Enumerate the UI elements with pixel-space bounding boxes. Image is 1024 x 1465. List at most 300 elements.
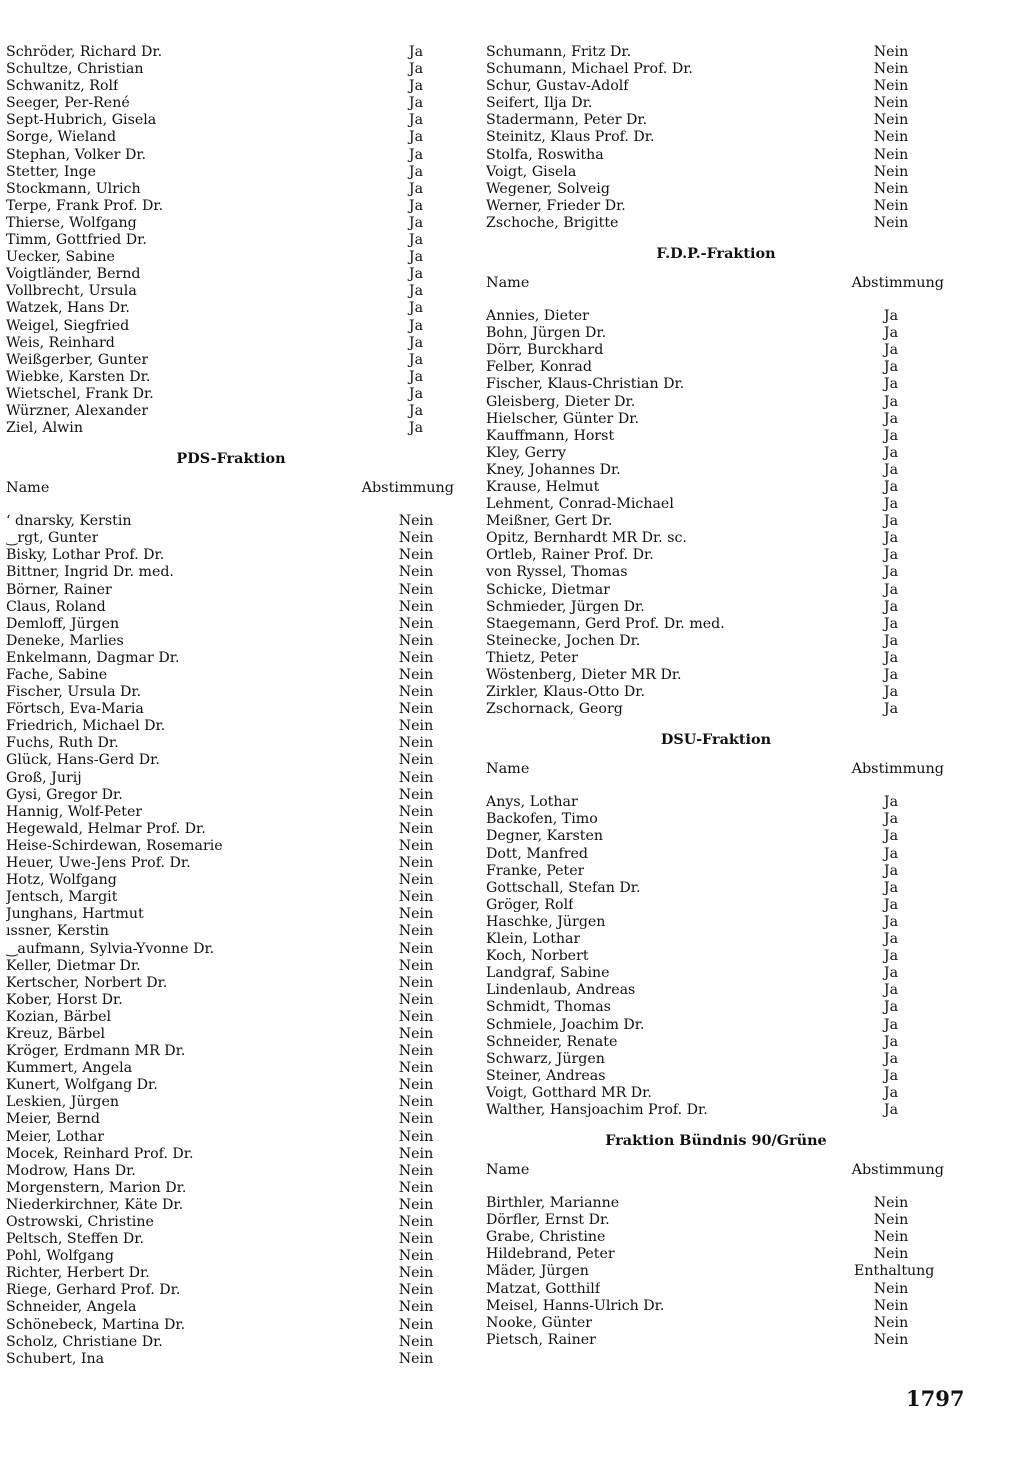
member-vote: Nein bbox=[398, 803, 434, 820]
vote-row bbox=[486, 325, 946, 342]
vote-row bbox=[486, 633, 946, 650]
member-name: Hildebrand, Peter bbox=[486, 1246, 615, 1263]
vote-row bbox=[6, 1163, 456, 1180]
member-name: Hannig, Wolf-Peter bbox=[6, 803, 143, 820]
member-name: Schicke, Dietmar bbox=[486, 581, 611, 598]
member-vote: Ja bbox=[408, 283, 424, 300]
member-name: Börner, Rainer bbox=[6, 581, 112, 598]
vote-row bbox=[486, 794, 946, 811]
member-name: Morgenstern, Marion Dr. bbox=[6, 1179, 187, 1196]
member-vote: Nein bbox=[398, 1111, 434, 1128]
vote-row bbox=[486, 701, 946, 718]
vote-row bbox=[6, 616, 456, 633]
fdp-column-header bbox=[486, 274, 946, 308]
member-vote: Ja bbox=[883, 931, 899, 948]
member-vote: Ja bbox=[408, 197, 424, 214]
vote-row bbox=[486, 650, 946, 667]
vote-row bbox=[6, 232, 456, 249]
member-name: Pietsch, Rainer bbox=[486, 1331, 596, 1348]
member-name: Werner, Frieder Dr. bbox=[486, 197, 626, 214]
member-vote: Nein bbox=[398, 837, 434, 854]
member-vote: Ja bbox=[883, 376, 899, 393]
vote-row bbox=[486, 1017, 946, 1034]
member-vote: Ja bbox=[883, 965, 899, 982]
member-vote: Ja bbox=[883, 547, 899, 564]
vote-row bbox=[6, 992, 456, 1009]
vote-row bbox=[486, 582, 946, 599]
member-name: Matzat, Gotthilf bbox=[486, 1280, 601, 1297]
member-vote: Ja bbox=[408, 368, 424, 385]
vote-row bbox=[486, 530, 946, 547]
member-vote: Ja bbox=[883, 496, 899, 513]
vote-row bbox=[6, 650, 456, 667]
name-column-header: Name bbox=[486, 275, 530, 292]
member-name: ‘ dnarsky, Kerstin bbox=[6, 513, 132, 530]
vote-row bbox=[6, 923, 456, 940]
vote-row bbox=[6, 1094, 456, 1111]
member-vote: Nein bbox=[873, 129, 909, 146]
member-vote: Ja bbox=[883, 1033, 899, 1050]
member-vote: Ja bbox=[883, 1101, 899, 1118]
vote-row bbox=[6, 684, 456, 701]
member-name: Opitz, Bernhardt MR Dr. sc. bbox=[486, 530, 687, 547]
member-vote: Ja bbox=[883, 1050, 899, 1067]
member-vote: Ja bbox=[883, 461, 899, 478]
member-name: Stephan, Volker Dr. bbox=[6, 146, 147, 163]
vote-row bbox=[6, 1129, 456, 1146]
vote-row bbox=[486, 1195, 946, 1212]
member-name: Hegewald, Helmar Prof. Dr. bbox=[6, 820, 206, 837]
member-name: Scholz, Christiane Dr. bbox=[6, 1333, 163, 1350]
member-vote: Ja bbox=[408, 232, 424, 249]
member-name: Birthler, Marianne bbox=[486, 1195, 620, 1212]
vote-row bbox=[6, 129, 456, 146]
member-vote: Nein bbox=[398, 1179, 434, 1196]
vote-row bbox=[486, 547, 946, 564]
vote-row bbox=[6, 718, 456, 735]
member-name: Timm, Gottfried Dr. bbox=[6, 232, 147, 249]
vote-row bbox=[6, 1026, 456, 1043]
member-vote: Nein bbox=[398, 1231, 434, 1248]
member-name: Wöstenberg, Dieter MR Dr. bbox=[486, 667, 682, 683]
vote-row bbox=[486, 147, 946, 164]
vote-row bbox=[486, 95, 946, 112]
vote-row bbox=[486, 846, 946, 863]
member-name: Terpe, Frank Prof. Dr. bbox=[6, 197, 164, 214]
member-vote: Nein bbox=[398, 1282, 434, 1299]
member-vote: Nein bbox=[873, 95, 909, 112]
member-name: Lindenlaub, Andreas bbox=[486, 982, 636, 999]
vote-row bbox=[486, 164, 946, 181]
member-name: Bittner, Ingrid Dr. med. bbox=[6, 564, 174, 581]
member-vote: Nein bbox=[398, 974, 434, 991]
fdp-heading: F.D.P.-Fraktion bbox=[656, 245, 776, 263]
vote-column-header: Abstimmung bbox=[851, 761, 944, 778]
member-name: Steiner, Andreas bbox=[486, 1067, 606, 1084]
member-name: Sept-Hubrich, Gisela bbox=[6, 112, 157, 129]
vote-row bbox=[486, 181, 946, 198]
member-name: Felber, Konrad bbox=[486, 359, 592, 376]
vote-row bbox=[486, 61, 946, 78]
member-name: Hotz, Wolfgang bbox=[6, 872, 117, 889]
dsu-heading: DSU-Fraktion bbox=[660, 731, 772, 749]
vote-row bbox=[486, 1068, 946, 1085]
member-vote: Nein bbox=[398, 1162, 434, 1179]
member-vote: Nein bbox=[398, 872, 434, 889]
member-name: Grabe, Christine bbox=[486, 1229, 606, 1246]
member-vote: Nein bbox=[873, 44, 909, 60]
member-vote: Nein bbox=[398, 1214, 434, 1230]
vote-row bbox=[486, 342, 946, 359]
member-name: Pohl, Wolfgang bbox=[6, 1248, 114, 1265]
member-vote: Nein bbox=[398, 1043, 434, 1060]
vote-row bbox=[6, 701, 456, 718]
member-vote: Nein bbox=[398, 547, 434, 564]
member-vote: Ja bbox=[883, 684, 899, 701]
member-name: Demloff, Jürgen bbox=[6, 615, 120, 632]
member-name: Modrow, Hans Dr. bbox=[6, 1162, 136, 1179]
member-vote: Ja bbox=[883, 879, 899, 896]
member-vote: Nein bbox=[398, 957, 434, 974]
member-vote: Nein bbox=[873, 1280, 909, 1297]
member-vote: Ja bbox=[408, 385, 424, 402]
member-vote: Ja bbox=[883, 581, 899, 598]
member-name: Steinitz, Klaus Prof. Dr. bbox=[486, 129, 655, 146]
member-name: Voigt, Gisela bbox=[486, 163, 577, 180]
member-name: Heise-Schirdewan, Rosemarie bbox=[6, 837, 223, 854]
member-vote: Ja bbox=[883, 649, 899, 666]
vote-row bbox=[486, 376, 946, 393]
member-vote: Nein bbox=[398, 718, 434, 735]
member-name: Gröger, Rolf bbox=[486, 896, 574, 913]
member-name: Schröder, Richard Dr. bbox=[6, 44, 163, 60]
member-vote: Ja bbox=[408, 334, 424, 351]
member-vote: Nein bbox=[398, 513, 434, 530]
left-column bbox=[6, 44, 456, 1368]
member-vote: Ja bbox=[408, 300, 424, 317]
member-name: Voigt, Gotthard MR Dr. bbox=[486, 1084, 652, 1101]
member-name: Degner, Karsten bbox=[486, 828, 603, 845]
vote-row bbox=[486, 479, 946, 496]
member-name: Voigtländer, Bernd bbox=[6, 266, 141, 283]
vote-row bbox=[486, 931, 946, 948]
member-vote: Nein bbox=[398, 564, 434, 581]
vote-row bbox=[6, 318, 456, 335]
member-name: Mocek, Reinhard Prof. Dr. bbox=[6, 1145, 194, 1162]
member-name: Schmiele, Joachim Dr. bbox=[486, 1016, 645, 1033]
member-vote: Nein bbox=[398, 923, 434, 940]
member-name: Stetter, Inge bbox=[6, 163, 97, 180]
name-column-header: Name bbox=[486, 761, 530, 778]
vote-row bbox=[6, 335, 456, 352]
member-vote: Nein bbox=[398, 1196, 434, 1213]
member-vote: Ja bbox=[408, 95, 424, 112]
member-vote: Ja bbox=[408, 180, 424, 197]
vote-row bbox=[486, 1085, 946, 1102]
vote-row bbox=[6, 1334, 456, 1351]
member-vote: Ja bbox=[408, 420, 424, 437]
member-vote: Nein bbox=[398, 1128, 434, 1145]
vote-row bbox=[6, 941, 456, 958]
member-name: Niederkirchner, Käte Dr. bbox=[6, 1196, 184, 1213]
member-vote: Ja bbox=[883, 342, 899, 359]
vote-row bbox=[6, 1231, 456, 1248]
member-vote: Nein bbox=[398, 855, 434, 872]
member-name: Wiebke, Karsten Dr. bbox=[6, 368, 151, 385]
vote-row bbox=[6, 599, 456, 616]
vote-row bbox=[6, 855, 456, 872]
vote-row bbox=[486, 1332, 946, 1349]
member-vote: Nein bbox=[398, 769, 434, 786]
vote-row bbox=[486, 78, 946, 95]
vote-row bbox=[486, 359, 946, 376]
member-vote: Ja bbox=[883, 667, 899, 683]
member-vote: Enthaltung bbox=[854, 1263, 935, 1280]
vote-row bbox=[6, 547, 456, 564]
member-name: Heuer, Uwe-Jens Prof. Dr. bbox=[6, 855, 191, 872]
member-name: Friedrich, Michael Dr. bbox=[6, 718, 166, 735]
member-vote: Nein bbox=[873, 163, 909, 180]
member-name: Kney, Johannes Dr. bbox=[486, 461, 621, 478]
vote-row bbox=[486, 394, 946, 411]
member-vote: Nein bbox=[398, 1077, 434, 1094]
member-name: Seeger, Per-René bbox=[6, 95, 130, 112]
member-name: Lehment, Conrad-Michael bbox=[486, 496, 674, 513]
member-name: Meisel, Hanns-Ulrich Dr. bbox=[486, 1297, 665, 1314]
member-name: Thierse, Wolfgang bbox=[6, 214, 137, 231]
member-name: Schumann, Fritz Dr. bbox=[486, 44, 632, 60]
member-name: Wietschel, Frank Dr. bbox=[6, 385, 154, 402]
member-name: Mäder, Jürgen bbox=[486, 1263, 589, 1280]
vote-row bbox=[486, 1051, 946, 1068]
member-name: Schneider, Angela bbox=[6, 1299, 137, 1316]
member-vote: Ja bbox=[408, 61, 424, 78]
vote-row bbox=[486, 948, 946, 965]
member-name: Meier, Lothar bbox=[6, 1128, 105, 1145]
member-vote: Ja bbox=[408, 129, 424, 146]
member-vote: Nein bbox=[398, 581, 434, 598]
member-vote: Nein bbox=[398, 649, 434, 666]
vote-row bbox=[486, 112, 946, 129]
gruene-heading: Fraktion Bündnis 90/Grüne bbox=[605, 1132, 827, 1150]
member-vote: Ja bbox=[883, 444, 899, 461]
member-vote: Ja bbox=[408, 402, 424, 419]
member-vote: Nein bbox=[398, 667, 434, 683]
vote-row bbox=[6, 1043, 456, 1060]
member-vote: Ja bbox=[883, 913, 899, 930]
member-vote: Nein bbox=[873, 214, 909, 231]
member-name: Franke, Peter bbox=[486, 862, 585, 879]
vote-row bbox=[486, 215, 946, 232]
member-name: Keller, Dietmar Dr. bbox=[6, 957, 141, 974]
vote-row bbox=[486, 462, 946, 479]
member-name: Kauffmann, Horst bbox=[486, 427, 615, 444]
member-vote: Nein bbox=[398, 1333, 434, 1350]
member-name: Kley, Gerry bbox=[486, 444, 566, 461]
right-column bbox=[486, 44, 946, 1349]
member-name: Uecker, Sabine bbox=[6, 249, 115, 266]
member-vote: Ja bbox=[883, 513, 899, 530]
member-vote: Ja bbox=[883, 845, 899, 862]
vote-row bbox=[486, 129, 946, 146]
member-vote: Ja bbox=[883, 410, 899, 427]
dsu-column-header bbox=[486, 760, 946, 794]
vote-row bbox=[486, 308, 946, 325]
member-name: Gottschall, Stefan Dr. bbox=[486, 879, 641, 896]
member-name: Weißgerber, Gunter bbox=[6, 351, 149, 368]
vote-row bbox=[6, 44, 456, 61]
member-name: Thietz, Peter bbox=[486, 649, 578, 666]
vote-row bbox=[6, 1111, 456, 1128]
member-name: Schneider, Renate bbox=[486, 1033, 618, 1050]
vote-row bbox=[6, 1265, 456, 1282]
vote-row bbox=[6, 958, 456, 975]
member-name: Watzek, Hans Dr. bbox=[6, 300, 130, 317]
member-vote: Nein bbox=[398, 940, 434, 957]
vote-row bbox=[6, 513, 456, 530]
member-vote: Ja bbox=[408, 163, 424, 180]
member-vote: Nein bbox=[398, 684, 434, 701]
member-name: Fischer, Ursula Dr. bbox=[6, 684, 142, 701]
member-vote: Ja bbox=[883, 598, 899, 615]
member-name: ‿aufmann, Sylvia-Yvonne Dr. bbox=[6, 940, 215, 957]
member-name: Kummert, Angela bbox=[6, 1060, 133, 1077]
vote-row bbox=[6, 1248, 456, 1265]
member-vote: Ja bbox=[883, 701, 899, 718]
member-name: Ortleb, Rainer Prof. Dr. bbox=[486, 547, 654, 564]
name-column-header: Name bbox=[6, 480, 50, 497]
name-column-header: Name bbox=[486, 1162, 530, 1179]
member-name: Kröger, Erdmann MR Dr. bbox=[6, 1043, 186, 1060]
member-vote: Nein bbox=[398, 701, 434, 718]
member-vote: Nein bbox=[873, 78, 909, 95]
vote-row bbox=[6, 1214, 456, 1231]
vote-row bbox=[486, 411, 946, 428]
vote-column-header: Abstimmung bbox=[361, 480, 454, 497]
member-vote: Nein bbox=[873, 1229, 909, 1246]
member-name: Schmidt, Thomas bbox=[486, 999, 611, 1016]
member-name: von Ryssel, Thomas bbox=[486, 564, 628, 581]
member-vote: Nein bbox=[398, 1145, 434, 1162]
vote-row bbox=[486, 1102, 946, 1119]
member-name: Dörr, Burckhard bbox=[486, 342, 604, 359]
member-name: Gysi, Gregor Dr. bbox=[6, 786, 123, 803]
vote-row bbox=[6, 147, 456, 164]
member-name: Fuchs, Ruth Dr. bbox=[6, 735, 119, 752]
vote-row bbox=[486, 1281, 946, 1298]
member-name: Kober, Horst Dr. bbox=[6, 991, 123, 1008]
member-vote: Ja bbox=[883, 999, 899, 1016]
member-name: Steinecke, Jochen Dr. bbox=[486, 632, 641, 649]
member-vote: Ja bbox=[408, 317, 424, 334]
member-vote: Nein bbox=[398, 1060, 434, 1077]
member-name: Schwanitz, Rolf bbox=[6, 78, 119, 95]
member-name: Meier, Bernd bbox=[6, 1111, 100, 1128]
member-name: Bisky, Lothar Prof. Dr. bbox=[6, 547, 165, 564]
vote-row bbox=[486, 198, 946, 215]
member-name: Nooke, Günter bbox=[486, 1314, 592, 1331]
member-vote: Nein bbox=[398, 906, 434, 923]
vote-row bbox=[486, 1246, 946, 1263]
vote-row bbox=[6, 61, 456, 78]
member-name: Schultze, Christian bbox=[6, 61, 144, 78]
member-name: Backofen, Timo bbox=[486, 811, 598, 828]
member-vote: Nein bbox=[398, 632, 434, 649]
vote-row bbox=[6, 1060, 456, 1077]
member-vote: Nein bbox=[873, 197, 909, 214]
pds-list bbox=[6, 513, 456, 1368]
member-name: Ostrowski, Christine bbox=[6, 1214, 154, 1230]
vote-row bbox=[6, 403, 456, 420]
member-vote: Ja bbox=[883, 1084, 899, 1101]
vote-row bbox=[6, 249, 456, 266]
vote-row bbox=[6, 564, 456, 581]
member-name: Weigel, Siegfried bbox=[6, 317, 130, 334]
vote-row bbox=[486, 1212, 946, 1229]
vote-row bbox=[6, 838, 456, 855]
member-vote: Ja bbox=[883, 308, 899, 325]
member-name: Annies, Dieter bbox=[486, 308, 589, 325]
pds-column-header bbox=[6, 479, 456, 513]
member-name: Weis, Reinhard bbox=[6, 334, 115, 351]
member-vote: Nein bbox=[398, 1350, 434, 1367]
vote-row bbox=[6, 1351, 456, 1368]
fdp-list bbox=[486, 308, 946, 718]
member-vote: Ja bbox=[408, 146, 424, 163]
member-name: Seifert, Ilja Dr. bbox=[486, 95, 593, 112]
member-name: Schubert, Ina bbox=[6, 1350, 105, 1367]
member-vote: Nein bbox=[398, 1008, 434, 1025]
vote-row bbox=[6, 420, 456, 437]
member-name: Kozian, Bärbel bbox=[6, 1008, 112, 1025]
member-name: Krause, Helmut bbox=[486, 478, 600, 495]
member-name: Koch, Norbert bbox=[486, 948, 589, 965]
member-name: Schmieder, Jürgen Dr. bbox=[486, 598, 645, 615]
member-vote: Ja bbox=[883, 811, 899, 828]
member-name: Gleisberg, Dieter Dr. bbox=[486, 393, 636, 410]
member-vote: Nein bbox=[873, 1246, 909, 1263]
member-name: Kreuz, Bärbel bbox=[6, 1025, 106, 1042]
member-vote: Nein bbox=[873, 112, 909, 129]
vote-row bbox=[6, 1299, 456, 1316]
vote-row bbox=[6, 266, 456, 283]
member-name: Jentsch, Margit bbox=[6, 889, 118, 906]
vote-row bbox=[6, 95, 456, 112]
member-vote: Ja bbox=[883, 862, 899, 879]
vote-row bbox=[6, 300, 456, 317]
vote-column-header: Abstimmung bbox=[851, 275, 944, 292]
vote-row bbox=[6, 1317, 456, 1334]
member-name: Würzner, Alexander bbox=[6, 402, 149, 419]
vote-row bbox=[6, 787, 456, 804]
vote-row bbox=[6, 906, 456, 923]
member-vote: Ja bbox=[883, 632, 899, 649]
member-vote: Ja bbox=[883, 325, 899, 342]
member-name: Schwarz, Jürgen bbox=[486, 1050, 605, 1067]
member-vote: Ja bbox=[883, 794, 899, 811]
vote-row bbox=[6, 181, 456, 198]
vote-row bbox=[6, 821, 456, 838]
dsu-list bbox=[486, 794, 946, 1119]
member-vote: Nein bbox=[873, 1297, 909, 1314]
member-vote: Ja bbox=[883, 530, 899, 547]
member-vote: Nein bbox=[873, 1195, 909, 1212]
member-vote: Nein bbox=[398, 1248, 434, 1265]
member-vote: Ja bbox=[408, 112, 424, 129]
vote-row bbox=[486, 1263, 946, 1280]
member-name: Fischer, Klaus-Christian Dr. bbox=[486, 376, 685, 393]
member-name: Stolfa, Roswitha bbox=[486, 146, 604, 163]
